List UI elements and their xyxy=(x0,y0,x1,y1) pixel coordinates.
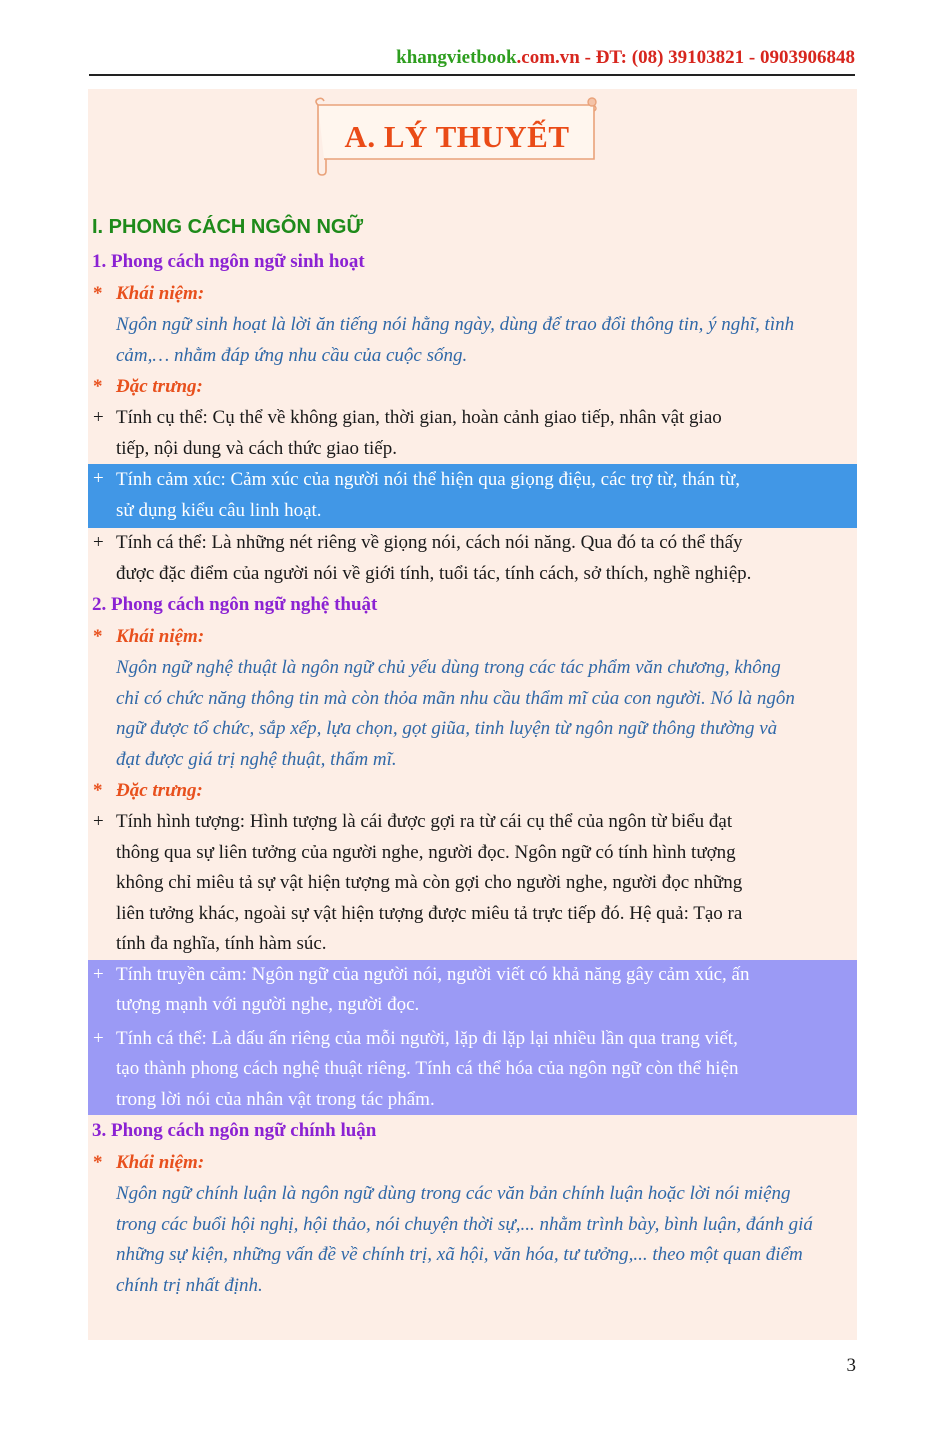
plus-icon: + xyxy=(93,811,104,832)
feature-label: * Đặc trưng: xyxy=(88,775,857,807)
page-number: 3 xyxy=(846,1355,856,1376)
concept-text: Ngôn ngữ nghệ thuật là ngôn ngữ chủ yếu dùng trong các tác phẩm văn chương, không chỉ có chức năng thông tin mà còn thỏa mãn nhu cầu thẩm mĩ của con người. Nó là ngôn ngữ được tổ chức, sắp xếp, lựa chọn, gọt giũa, tinh luyện từ ngôn ngữ thông thường và đạt được giá trị nghệ thuật, thẩm mĩ. xyxy=(116,657,795,770)
asterisk-icon: * xyxy=(93,283,103,304)
header-phone: - ĐT: (08) 39103821 - 0903906848 xyxy=(579,47,855,68)
title-banner xyxy=(312,97,599,175)
subsection-title-1: 1. Phong cách ngôn ngữ sinh hoạt xyxy=(92,251,365,272)
header-site-name: khangvietbook xyxy=(396,47,517,68)
list-item: + Tính hình tượng: Hình tượng là cái được gợi ra từ cái cụ thể của ngôn từ biểu đạt thông qua sự liên tưởng của người nghe, người đọc. Ngôn ngữ có tính hình tượng không chỉ miêu tả sự vật hiện tượng mà còn gợi cho người nghe, người đọc những liên tưởng khác, ngoài sự vật hiện tượng được miêu tả trực tiếp đó. Hệ quả: Tạo ra tính đa nghĩa, tính hàm súc. xyxy=(88,807,857,960)
concept-label: * Khái niệm: xyxy=(88,1147,857,1179)
feature-label: * Đặc trưng: xyxy=(88,371,857,403)
plus-icon: + xyxy=(93,532,104,553)
highlight-block xyxy=(88,960,857,1116)
plus-icon: + xyxy=(93,963,104,985)
asterisk-icon: * xyxy=(93,376,103,397)
list-item-highlighted: + Tính truyền cảm: Ngôn ngữ của người nói, người viết có khả năng gây cảm xúc, ấn tượng mạnh với người nghe, người đọc. xyxy=(88,960,857,1021)
header-site-domain: .com.vn xyxy=(516,47,580,68)
plus-icon: + xyxy=(93,1027,104,1049)
plus-icon: + xyxy=(93,468,104,489)
subsection-title-3: 3. Phong cách ngôn ngữ chính luận xyxy=(92,1120,377,1141)
main-content xyxy=(88,200,857,1301)
page-header xyxy=(89,44,855,76)
asterisk-icon: * xyxy=(93,1152,103,1173)
concept-label: * Khái niệm: xyxy=(88,278,857,310)
concept-label: * Khái niệm: xyxy=(88,621,857,653)
plus-icon: + xyxy=(93,407,104,428)
list-item-highlighted: + Tính cá thể: Là dấu ấn riêng của mỗi người, lặp đi lặp lại nhiều lần qua trang viết, tạo thành phong cách nghệ thuật riêng. Tính cá thể hóa của ngôn ngữ còn thể hiện trong lời nói của nhân vật trong tác phẩm. xyxy=(88,1024,857,1116)
concept-text: Ngôn ngữ sinh hoạt là lời ăn tiếng nói hằng ngày, dùng để trao đổi thông tin, ý nghĩ, tình cảm,… nhằm đáp ứng nhu cầu của cuộc sống. xyxy=(116,314,795,366)
subsection-title-2: 2. Phong cách ngôn ngữ nghệ thuật xyxy=(92,594,378,615)
asterisk-icon: * xyxy=(93,780,103,801)
section-title: I. PHONG CÁCH NGÔN NGỮ xyxy=(92,216,364,238)
banner-title: A. LÝ THUYẾT xyxy=(344,119,570,154)
list-item: + Tính cá thể: Là những nét riêng về giọng nói, cách nói năng. Qua đó ta có thể thấy được đặc điểm của người nói về giới tính, tuổi tác, tính cách, sở thích, nghề nghiệp. xyxy=(88,528,857,589)
list-item: + Tính cụ thể: Cụ thể về không gian, thời gian, hoàn cảnh giao tiếp, nhân vật giao tiếp, nội dung và cách thức giao tiếp. xyxy=(88,403,857,464)
asterisk-icon: * xyxy=(93,626,103,647)
concept-text: Ngôn ngữ chính luận là ngôn ngữ dùng trong các văn bản chính luận hoặc lời nói miệng trong các buổi hội nghị, hội thảo, nói chuyện thời sự,... nhằm trình bày, bình luận, đánh giá những sự kiện, những vấn đề về chính trị, xã hội, văn hóa, tư tưởng,... theo một quan điểm chính trị nhất định. xyxy=(116,1183,813,1296)
list-item-highlighted: + Tính cảm xúc: Cảm xúc của người nói thể hiện qua giọng điệu, các trợ từ, thán từ, sử dụng kiểu câu linh hoạt. xyxy=(88,464,857,528)
